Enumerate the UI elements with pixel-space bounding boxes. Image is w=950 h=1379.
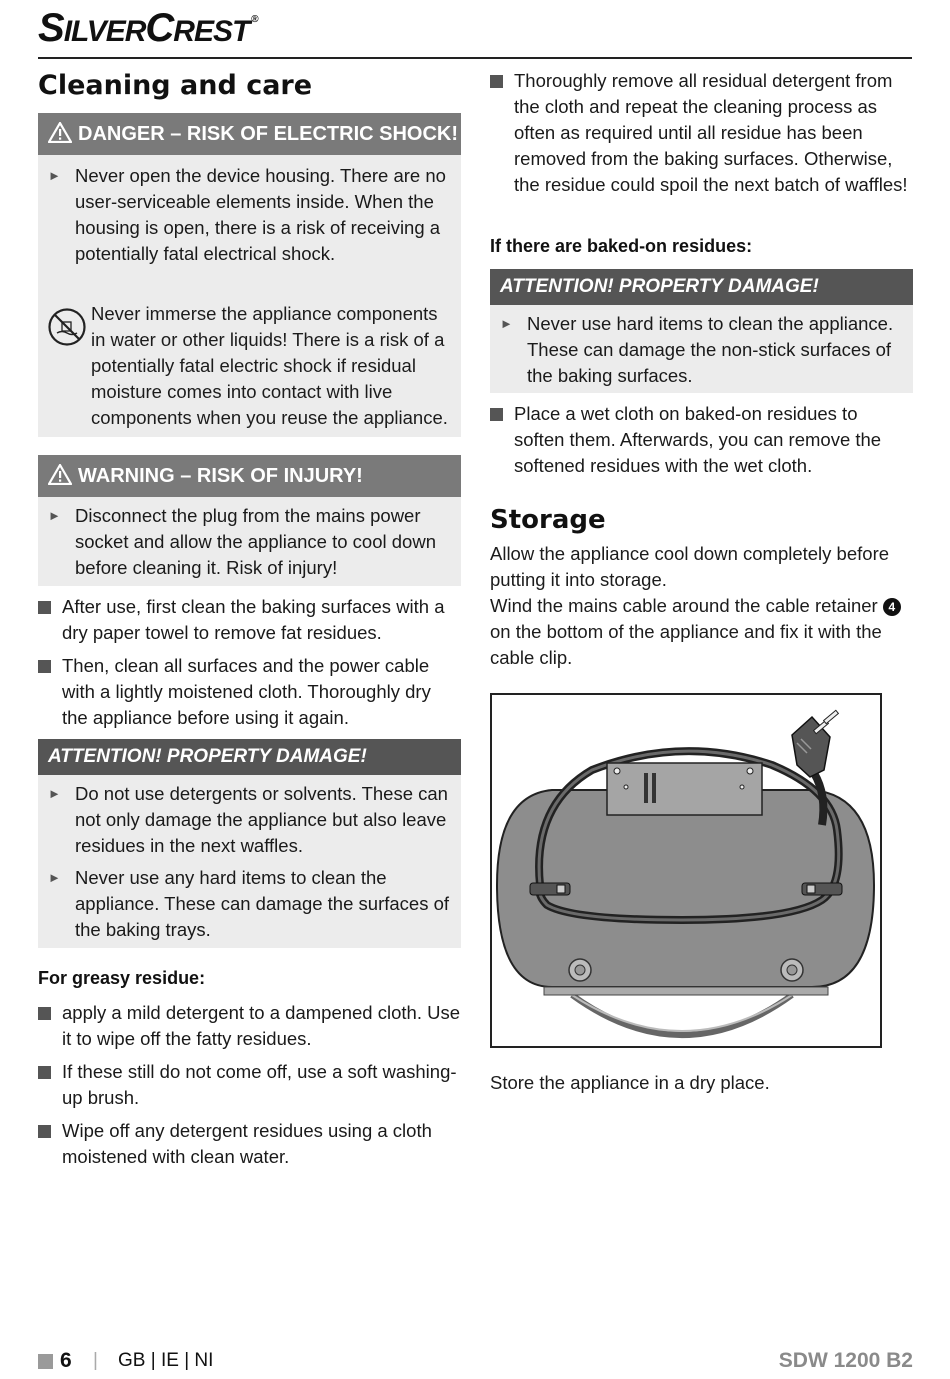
list-item <box>38 594 461 646</box>
list-item-text: apply a mild detergent to a dampened cloth. Use it to wipe off the fatty residues. <box>62 1002 460 1049</box>
section-heading-storage: Storage <box>490 505 606 535</box>
square-bullet-icon <box>38 660 51 673</box>
greasy-heading: For greasy residue: <box>38 968 206 988</box>
list-item <box>38 653 461 731</box>
lang-ie: IE <box>160 1350 179 1371</box>
attention-block <box>38 739 461 948</box>
storage-para2-end: on the bottom of the appliance and fix it with the cable clip. <box>490 621 882 668</box>
immerse-warning <box>48 301 453 431</box>
arrow-bullet-icon: ► <box>48 168 61 183</box>
warning-triangle-icon <box>48 458 72 500</box>
callout-number-badge: 4 <box>883 598 901 616</box>
attention-item-text: Do not use detergents or solvents. These can not only damage the appliance but also leave residues in the next waffles. <box>75 783 448 856</box>
footer-page-marker <box>38 1354 53 1369</box>
storage-para2-start: Wind the mains cable around the cable retainer <box>490 595 883 616</box>
list-item <box>38 1118 461 1170</box>
immerse-text: Never immerse the appliance components in water or other liquids! There is a risk of a potentially fatal electric shock if residual moisture comes into contact with live components when you reuse the appliance. <box>91 303 448 428</box>
left-column <box>38 68 461 1170</box>
greasy-steps <box>38 1000 461 1170</box>
square-bullet-icon <box>38 601 51 614</box>
warning-bar <box>38 455 461 497</box>
warning-triangle-icon <box>48 116 72 158</box>
attention-item <box>48 865 453 943</box>
lang-divider: | <box>184 1350 190 1371</box>
bakedon-attention-block <box>490 269 913 393</box>
danger-item-text: Never open the device housing. There are no user-serviceable elements inside. When the housing is open, there is a risk of receiving a potentially fatal electrical shock. <box>75 165 446 264</box>
list-item-text: If these still do not come off, use a soft washing-up brush. <box>62 1061 457 1108</box>
storage-para2 <box>490 593 913 671</box>
attention-item <box>500 311 905 389</box>
square-bullet-icon <box>38 1066 51 1079</box>
arrow-bullet-icon: ► <box>48 508 61 523</box>
danger-content <box>38 155 461 437</box>
footer-divider: | <box>93 1350 98 1371</box>
storage-para1: Allow the appliance cool down completely before putting it into storage. <box>490 543 890 590</box>
arrow-bullet-icon: ► <box>48 786 61 801</box>
lang-ni: NI <box>194 1350 214 1371</box>
square-bullet-icon <box>38 1007 51 1020</box>
page-number: 6 <box>60 1349 72 1372</box>
arrow-bullet-icon: ► <box>48 870 61 885</box>
square-bullet-icon <box>490 408 503 421</box>
lang-gb: GB <box>118 1350 146 1371</box>
list-item-text: After use, first clean the baking surfaces with a dry paper towel to remove fat residues. <box>62 596 445 643</box>
attention-content <box>490 305 913 393</box>
header-rule <box>38 57 912 59</box>
warning-title: WARNING – RISK OF INJURY! <box>78 465 363 487</box>
square-bullet-icon <box>38 1125 51 1138</box>
warning-item-text: Disconnect the plug from the mains power socket and allow the appliance to cool down before cleaning it. Risk of injury! <box>75 505 436 578</box>
attention-item-text: Never use any hard items to clean the appliance. These can damage the surfaces of the baking trays. <box>75 867 450 940</box>
bakedon-heading: If there are baked-on residues: <box>490 236 753 256</box>
list-item <box>490 401 913 479</box>
list-item-text: Place a wet cloth on baked-on residues to soften them. Afterwards, you can remove the softened residues with the wet cloth. <box>514 403 882 476</box>
danger-title: DANGER – RISK OF ELECTRIC SHOCK! <box>78 123 459 145</box>
attention-bar: ATTENTION! PROPERTY DAMAGE! <box>38 739 461 775</box>
model-number: SDW 1200 B2 <box>778 1349 913 1372</box>
danger-item <box>48 163 453 267</box>
list-item-text: Then, clean all surfaces and the power cable with a lightly moistened cloth. Thoroughly dry the appliance before using it again. <box>62 655 431 728</box>
square-bullet-icon <box>490 75 503 88</box>
section-heading-cleaning: Cleaning and care <box>38 70 313 101</box>
storage-illustration <box>490 693 882 1048</box>
no-immersion-icon <box>47 307 87 352</box>
danger-block <box>38 113 461 437</box>
storage-caption: Store the appliance in a dry place. <box>490 1072 770 1093</box>
attention-item-text: Never use hard items to clean the appliance. These can damage the non-stick surfaces of the baking surfaces. <box>527 313 894 386</box>
warning-block <box>38 455 461 586</box>
warning-item <box>48 503 453 581</box>
list-item-text: Thoroughly remove all residual detergent from the cloth and repeat the cleaning process as often as required until all residue has been removed from the baking surfaces. Otherwise, the residue could spoil the next batch of waffles! <box>514 70 908 195</box>
lang-divider: | <box>150 1350 156 1371</box>
arrow-bullet-icon: ► <box>500 316 513 331</box>
silvercrest-logo: SILVERCREST ® <box>38 6 258 50</box>
footer-languages <box>118 1350 213 1372</box>
cleaning-steps <box>38 594 461 731</box>
waffle-maker-underside-illustration <box>492 695 880 1046</box>
attention-item <box>48 781 453 859</box>
list-item-text: Wipe off any detergent residues using a cloth moistened with clean water. <box>62 1120 432 1167</box>
list-item <box>38 1000 461 1052</box>
attention-content <box>38 775 461 948</box>
attention-bar: ATTENTION! PROPERTY DAMAGE! <box>490 269 913 305</box>
right-column <box>490 68 913 1096</box>
warning-content <box>38 497 461 586</box>
danger-bar <box>38 113 461 155</box>
list-item <box>38 1059 461 1111</box>
list-item <box>490 68 913 198</box>
